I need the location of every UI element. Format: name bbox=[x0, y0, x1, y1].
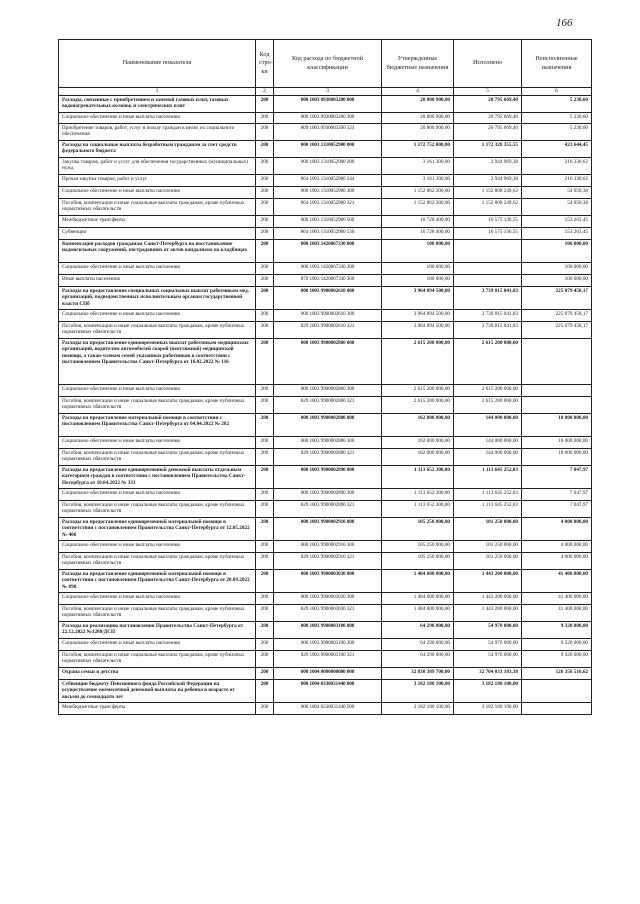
row-executed: 2 944 969,38 bbox=[454, 157, 522, 174]
row-executed bbox=[454, 239, 522, 262]
row-name: Социальное обеспечение и иные выплаты населению bbox=[59, 436, 256, 448]
table-row bbox=[59, 321, 592, 338]
row-unexecuted: 5 230,60 bbox=[522, 112, 592, 123]
row-name: Расходы на предоставление единовременной материальной помощи в соответствии с постановлением Правительства Санкт-Петербурга от 28.09.2022 № 898 bbox=[59, 569, 256, 592]
row-line-code: 200 bbox=[256, 274, 274, 286]
row-executed: 2 615 200 000,00 bbox=[454, 384, 522, 396]
row-budget-code: 000 1003 9900002880 000 bbox=[274, 413, 382, 436]
row-budget-code: 829 1003 9900002890 321 bbox=[274, 500, 382, 517]
row-budget-code: 000 1003 0930083200 000 bbox=[274, 95, 382, 112]
row-executed: 101 250 000,00 bbox=[454, 517, 522, 540]
row-name: Социальное обеспечение и иные выплаты населению bbox=[59, 309, 256, 321]
row-line-code: 200 bbox=[256, 95, 274, 112]
row-line-code: 200 bbox=[256, 650, 274, 667]
row-name: Расходы на предоставление специальных социальных выплат работникам мед. организаций, подведомственных исполнительным органам государственной власти СПб bbox=[59, 286, 256, 309]
table-row bbox=[59, 679, 592, 702]
row-name: Пособия, компенсации и иные социальные выплаты гражданам, кроме публичных нормативных обязательств bbox=[59, 650, 256, 667]
row-executed: 1 152 808 249,62 bbox=[454, 198, 522, 215]
row-line-code: 200 bbox=[256, 465, 274, 488]
table-row bbox=[59, 140, 592, 157]
row-name: Прочая закупка товаров, работ и услуг bbox=[59, 174, 256, 186]
row-unexecuted: 216 330,62 bbox=[522, 174, 592, 186]
row-line-code: 200 bbox=[256, 384, 274, 396]
table-row bbox=[59, 174, 592, 186]
row-name: Межбюджетные трансферты bbox=[59, 215, 256, 227]
row-budget-code: 829 1003 9900002610 321 bbox=[274, 321, 382, 338]
row-name: Расходы на социальные выплаты безработным гражданам за счет средств федерального бюджета bbox=[59, 140, 256, 157]
row-line-code: 200 bbox=[256, 198, 274, 215]
row-budget-code: 000 1003 9900002860 300 bbox=[274, 384, 382, 396]
row-budget-code: 000 1003 9900002880 300 bbox=[274, 436, 382, 448]
row-name: Приобретение товаров, работ, услуг в пользу граждан в целях их социального обеспечения bbox=[59, 123, 256, 140]
table-row bbox=[59, 604, 592, 621]
row-unexecuted: 9 320 000,00 bbox=[522, 621, 592, 638]
row-approved: 1 152 862 300,00 bbox=[382, 198, 454, 215]
row-name: Расходы на реализацию постановления Правительства Санкт-Петербурга от 22.12.2022 №1280/ДСП bbox=[59, 621, 256, 638]
row-line-code: 200 bbox=[256, 413, 274, 436]
row-budget-code: 000 1003 9900003100 000 bbox=[274, 621, 382, 638]
column-number: 3 bbox=[274, 88, 382, 96]
table-row bbox=[59, 592, 592, 604]
table-row bbox=[59, 621, 592, 638]
row-executed: 1 152 808 249,62 bbox=[454, 186, 522, 198]
row-line-code: 200 bbox=[256, 488, 274, 500]
row-name: Расходы на предоставление единовременной денежной выплаты отдельным категориям граждан в соответствии с постановлением Правительства Санкт-Петербурга от 18.04.2022 № 333 bbox=[59, 465, 256, 488]
table-row bbox=[59, 95, 592, 112]
header-approved: Утвержденные бюджетные назначения bbox=[382, 40, 454, 88]
row-name: Социальное обеспечение и иные выплаты населению bbox=[59, 592, 256, 604]
row-budget-code: 829 1003 9900002910 321 bbox=[274, 552, 382, 569]
row-budget-code: 864 1003 1310052900 530 bbox=[274, 227, 382, 239]
row-line-code: 200 bbox=[256, 123, 274, 140]
row-unexecuted: 54 050,38 bbox=[522, 186, 592, 198]
row-name: Пособия, компенсации и иные социальные выплаты гражданам, кроме публичных нормативных обязательств bbox=[59, 500, 256, 517]
row-line-code: 200 bbox=[256, 396, 274, 413]
row-approved: 1 113 652 300,00 bbox=[382, 465, 454, 488]
row-unexecuted: 18 000 000,00 bbox=[522, 448, 592, 465]
row-line-code: 200 bbox=[256, 309, 274, 321]
table-row bbox=[59, 157, 592, 174]
row-name: Субвенции бюджету Пенсионного фонда Российской Федерации на осуществление ежемесячной денежной выплаты на ребенка в возрасте от восьми до семнадцати лет bbox=[59, 679, 256, 702]
row-name: Расходы на предоставление единовременной материальной помощи в соответствии с постановлением Правительства Санкт-Петербурга от 12.05.2022 № 406 bbox=[59, 517, 256, 540]
row-budget-code: 000 1003 9900002910 000 bbox=[274, 517, 382, 540]
row-approved: 3 161 300,00 bbox=[382, 157, 454, 174]
row-name: Компенсация расходов гражданам Санкт-Петербурга на восстановление надмогильных сооружений, пострадавших от актов вандализма на кладбищах bbox=[59, 239, 256, 262]
row-approved: 20 800 900,00 bbox=[382, 123, 454, 140]
row-line-code: 200 bbox=[256, 436, 274, 448]
row-line-code: 200 bbox=[256, 517, 274, 540]
row-budget-code: 000 1004 0330031440 000 bbox=[274, 679, 382, 702]
row-unexecuted: 100 000,00 bbox=[522, 239, 592, 262]
table-row bbox=[59, 517, 592, 540]
row-executed: 54 970 000,00 bbox=[454, 650, 522, 667]
row-executed: 20 795 669,40 bbox=[454, 95, 522, 112]
column-number: 2 bbox=[256, 88, 274, 96]
row-budget-code: 000 1003 9900002890 300 bbox=[274, 488, 382, 500]
row-unexecuted: 7 047,97 bbox=[522, 488, 592, 500]
row-approved: 2 615 200 000,00 bbox=[382, 396, 454, 413]
row-approved: 3 964 894 500,00 bbox=[382, 286, 454, 309]
row-approved: 32 830 389 700,00 bbox=[382, 667, 454, 679]
row-unexecuted bbox=[522, 396, 592, 413]
row-approved: 3 964 894 500,00 bbox=[382, 321, 454, 338]
row-executed: 1 113 645 252,03 bbox=[454, 500, 522, 517]
row-executed bbox=[454, 274, 522, 286]
row-line-code: 200 bbox=[256, 667, 274, 679]
row-budget-code: 829 1003 9900002880 321 bbox=[274, 448, 382, 465]
row-name: Социальное обеспечение и иные выплаты населению bbox=[59, 540, 256, 552]
row-unexecuted: 100 000,00 bbox=[522, 274, 592, 286]
row-budget-code: 000 1004 0330031440 500 bbox=[274, 702, 382, 714]
table-row bbox=[59, 436, 592, 448]
row-approved: 162 000 000,00 bbox=[382, 413, 454, 436]
row-name: Пособия, компенсации и иные социальные выплаты гражданам, кроме публичных нормативных обязательств bbox=[59, 396, 256, 413]
row-executed: 1 443 200 000,00 bbox=[454, 604, 522, 621]
row-executed: 1 172 328 355,55 bbox=[454, 140, 522, 157]
row-approved: 3 161 300,00 bbox=[382, 174, 454, 186]
row-approved: 16 728 400,00 bbox=[382, 227, 454, 239]
row-name: Социальное обеспечение и иные выплаты населению bbox=[59, 112, 256, 123]
page-number: 166 bbox=[556, 17, 573, 29]
table-header-row bbox=[59, 40, 592, 88]
row-unexecuted: 5 230,60 bbox=[522, 123, 592, 140]
table-row bbox=[59, 396, 592, 413]
row-executed: 54 970 000,00 bbox=[454, 621, 522, 638]
table-row bbox=[59, 552, 592, 569]
header-line-code: Код стро-ки bbox=[256, 40, 274, 88]
row-budget-code: 000 1003 9900002860 000 bbox=[274, 338, 382, 384]
row-approved: 1 172 752 000,00 bbox=[382, 140, 454, 157]
row-unexecuted: 4 000 000,00 bbox=[522, 552, 592, 569]
row-name: Пособия, компенсации и иные социальные выплаты гражданам, кроме публичных нормативных обязательств bbox=[59, 448, 256, 465]
row-budget-code: 000 1003 9900002610 000 bbox=[274, 286, 382, 309]
row-executed: 1 443 200 000,00 bbox=[454, 592, 522, 604]
row-executed: 2 615 200 000,00 bbox=[454, 396, 522, 413]
row-line-code: 200 bbox=[256, 702, 274, 714]
row-unexecuted: 41 400 000,00 bbox=[522, 592, 592, 604]
row-approved: 105 250 000,00 bbox=[382, 552, 454, 569]
row-executed: 101 250 000,00 bbox=[454, 540, 522, 552]
table-row bbox=[59, 309, 592, 321]
row-unexecuted: 153 263,45 bbox=[522, 227, 592, 239]
row-approved: 20 800 900,00 bbox=[382, 112, 454, 123]
header-budget-code: Код расхода по бюджетной классификации bbox=[274, 40, 382, 88]
row-unexecuted: 225 079 458,17 bbox=[522, 321, 592, 338]
row-line-code: 200 bbox=[256, 592, 274, 604]
row-name: Расходы, связанные с приобретением и заменой газовых плит, газовых водонагревательных колонок и электрических плит bbox=[59, 95, 256, 112]
row-executed: 1 113 645 252,03 bbox=[454, 465, 522, 488]
table-row bbox=[59, 638, 592, 650]
row-budget-code: 000 1003 1420067330 300 bbox=[274, 262, 382, 274]
row-line-code: 200 bbox=[256, 112, 274, 123]
table-row bbox=[59, 650, 592, 667]
budget-execution-table bbox=[58, 39, 592, 715]
row-executed bbox=[454, 262, 522, 274]
row-unexecuted: 5 230,60 bbox=[522, 95, 592, 112]
row-unexecuted: 4 000 000,00 bbox=[522, 517, 592, 540]
row-approved: 1 113 652 300,00 bbox=[382, 488, 454, 500]
row-unexecuted: 7 047,97 bbox=[522, 465, 592, 488]
table-row bbox=[59, 384, 592, 396]
row-unexecuted: 126 356 516,62 bbox=[522, 667, 592, 679]
row-approved: 20 800 900,00 bbox=[382, 95, 454, 112]
table-row bbox=[59, 540, 592, 552]
row-line-code: 200 bbox=[256, 239, 274, 262]
row-budget-code: 870 1003 1420067330 360 bbox=[274, 274, 382, 286]
header-unexecuted: Неисполненные назначения bbox=[522, 40, 592, 88]
row-name: Межбюджетные трансферты bbox=[59, 702, 256, 714]
row-approved: 3 182 180 100,00 bbox=[382, 702, 454, 714]
row-line-code: 200 bbox=[256, 227, 274, 239]
row-line-code: 200 bbox=[256, 500, 274, 517]
row-unexecuted: 18 000 000,00 bbox=[522, 436, 592, 448]
row-executed: 3 739 815 041,83 bbox=[454, 309, 522, 321]
row-executed: 144 000 000,00 bbox=[454, 448, 522, 465]
row-budget-code: 864 1003 1310052900 321 bbox=[274, 198, 382, 215]
row-approved: 16 728 400,00 bbox=[382, 215, 454, 227]
table-row bbox=[59, 667, 592, 679]
row-name: Закупка товаров, работ и услуг для обеспечения государственных (муниципальных) нужд bbox=[59, 157, 256, 174]
row-budget-code: 864 1003 1310052900 244 bbox=[274, 174, 382, 186]
row-line-code: 200 bbox=[256, 638, 274, 650]
header-indicator-name: Наименование показателя bbox=[59, 40, 256, 88]
row-budget-code: 000 1003 9900002610 300 bbox=[274, 309, 382, 321]
row-executed: 16 575 136,55 bbox=[454, 227, 522, 239]
row-unexecuted: 9 320 000,00 bbox=[522, 650, 592, 667]
row-approved: 1 113 652 300,00 bbox=[382, 500, 454, 517]
table-row bbox=[59, 569, 592, 592]
row-approved: 2 615 200 000,00 bbox=[382, 338, 454, 384]
table-row bbox=[59, 274, 592, 286]
row-budget-code: 000 1003 9900002910 300 bbox=[274, 540, 382, 552]
table-row bbox=[59, 286, 592, 309]
column-number: 1 bbox=[59, 88, 256, 96]
row-name: Иные выплаты населению bbox=[59, 274, 256, 286]
table-body bbox=[59, 95, 592, 714]
row-executed: 101 250 000,00 bbox=[454, 552, 522, 569]
row-unexecuted: 54 050,38 bbox=[522, 198, 592, 215]
table-row bbox=[59, 500, 592, 517]
row-executed: 20 795 669,40 bbox=[454, 112, 522, 123]
row-approved: 100 000,00 bbox=[382, 239, 454, 262]
row-approved: 64 290 000,00 bbox=[382, 638, 454, 650]
row-unexecuted bbox=[522, 384, 592, 396]
row-unexecuted: 225 079 458,17 bbox=[522, 286, 592, 309]
row-line-code: 200 bbox=[256, 338, 274, 384]
row-line-code: 200 bbox=[256, 186, 274, 198]
row-line-code: 200 bbox=[256, 552, 274, 569]
row-line-code: 200 bbox=[256, 540, 274, 552]
row-budget-code: 000 1003 1310052900 300 bbox=[274, 186, 382, 198]
row-approved: 64 290 000,00 bbox=[382, 621, 454, 638]
row-executed: 54 970 000,00 bbox=[454, 638, 522, 650]
table-row bbox=[59, 488, 592, 500]
row-executed: 20 795 669,40 bbox=[454, 123, 522, 140]
table-row bbox=[59, 413, 592, 436]
row-executed: 3 739 815 041,83 bbox=[454, 286, 522, 309]
row-line-code: 200 bbox=[256, 262, 274, 274]
row-executed: 2 944 969,38 bbox=[454, 174, 522, 186]
row-budget-code: 000 1003 9900002890 000 bbox=[274, 465, 382, 488]
row-line-code: 200 bbox=[256, 174, 274, 186]
row-executed: 1 113 645 252,03 bbox=[454, 488, 522, 500]
table-row bbox=[59, 465, 592, 488]
row-unexecuted bbox=[522, 338, 592, 384]
row-line-code: 200 bbox=[256, 604, 274, 621]
row-budget-code: 000 1004 0000000000 000 bbox=[274, 667, 382, 679]
row-executed: 32 704 033 183,38 bbox=[454, 667, 522, 679]
row-line-code: 200 bbox=[256, 448, 274, 465]
column-number: 4 bbox=[382, 88, 454, 96]
row-budget-code: 829 1003 9900003030 321 bbox=[274, 604, 382, 621]
row-budget-code: 000 1003 9900003030 000 bbox=[274, 569, 382, 592]
row-line-code: 200 bbox=[256, 621, 274, 638]
row-name: Социальное обеспечение и иные выплаты населению bbox=[59, 488, 256, 500]
row-budget-code: 000 1003 0930083200 300 bbox=[274, 112, 382, 123]
row-executed: 3 739 815 041,83 bbox=[454, 321, 522, 338]
row-line-code: 200 bbox=[256, 569, 274, 592]
row-unexecuted: 41 400 000,00 bbox=[522, 569, 592, 592]
row-budget-code: 829 1003 9900002860 321 bbox=[274, 396, 382, 413]
row-unexecuted: 100 000,00 bbox=[522, 262, 592, 274]
row-budget-code: 000 1003 1310052900 500 bbox=[274, 215, 382, 227]
row-unexecuted bbox=[522, 679, 592, 702]
row-executed: 1 443 200 000,00 bbox=[454, 569, 522, 592]
column-number-row bbox=[59, 88, 592, 96]
row-unexecuted: 41 400 000,00 bbox=[522, 604, 592, 621]
row-budget-code: 000 1003 9900003100 300 bbox=[274, 638, 382, 650]
row-name: Охрана семьи и детства bbox=[59, 667, 256, 679]
row-name: Пособия, компенсации и иные социальные выплаты гражданам, кроме публичных нормативных обязательств bbox=[59, 552, 256, 569]
row-executed: 3 182 180 100,00 bbox=[454, 679, 522, 702]
row-executed: 3 182 180 100,00 bbox=[454, 702, 522, 714]
row-unexecuted bbox=[522, 702, 592, 714]
column-number: 6 bbox=[522, 88, 592, 96]
row-line-code: 200 bbox=[256, 679, 274, 702]
row-name: Пособия, компенсации и иные социальные выплаты гражданам, кроме публичных нормативных обязательств bbox=[59, 198, 256, 215]
table-row bbox=[59, 702, 592, 714]
row-approved: 64 290 000,00 bbox=[382, 650, 454, 667]
row-approved: 3 182 180 100,00 bbox=[382, 679, 454, 702]
row-line-code: 200 bbox=[256, 140, 274, 157]
row-unexecuted: 9 320 000,00 bbox=[522, 638, 592, 650]
row-unexecuted: 153 263,45 bbox=[522, 215, 592, 227]
row-approved: 2 615 200 000,00 bbox=[382, 384, 454, 396]
row-approved: 1 484 600 000,00 bbox=[382, 604, 454, 621]
row-name: Социальное обеспечение и иные выплаты населению bbox=[59, 262, 256, 274]
row-line-code: 200 bbox=[256, 286, 274, 309]
row-name: Расходы на предоставление единовременных выплат работникам медицинских организаций, водителям автомобилей скорой (неотложной) медицинской помощи, а также членам семей указанных работников в соответствии с постановлением Правительства Санкт-Петербурга от 16.02.2022 № 116 bbox=[59, 338, 256, 384]
row-unexecuted: 4 000 000,00 bbox=[522, 540, 592, 552]
row-approved: 3 964 894 500,00 bbox=[382, 309, 454, 321]
row-executed: 144 000 000,00 bbox=[454, 436, 522, 448]
table-row bbox=[59, 227, 592, 239]
row-name: Социальное обеспечение и иные выплаты населению bbox=[59, 638, 256, 650]
row-approved: 162 000 000,00 bbox=[382, 436, 454, 448]
row-name: Пособия, компенсации и иные социальные выплаты гражданам, кроме публичных нормативных обязательств bbox=[59, 604, 256, 621]
row-budget-code: 000 1003 1310052900 200 bbox=[274, 157, 382, 174]
row-approved: 162 000 000,00 bbox=[382, 448, 454, 465]
row-budget-code: 000 1003 1310052900 000 bbox=[274, 140, 382, 157]
row-unexecuted: 225 079 458,17 bbox=[522, 309, 592, 321]
row-executed: 16 575 136,55 bbox=[454, 215, 522, 227]
row-budget-code: 000 1003 1420067330 000 bbox=[274, 239, 382, 262]
header-executed: Исполнено bbox=[454, 40, 522, 88]
row-budget-code: 829 1003 9900003100 321 bbox=[274, 650, 382, 667]
table-row bbox=[59, 198, 592, 215]
table-row bbox=[59, 448, 592, 465]
row-unexecuted: 216 330,62 bbox=[522, 157, 592, 174]
row-name: Расходы на предоставление материальной помощи в соответствии с постановлением Правительства Санкт-Петербурга от 04.04.2022 № 282 bbox=[59, 413, 256, 436]
row-executed: 2 615 200 000,00 bbox=[454, 338, 522, 384]
table-row bbox=[59, 112, 592, 123]
row-name: Пособия, компенсации и иные социальные выплаты гражданам, кроме публичных нормативных обязательств bbox=[59, 321, 256, 338]
table-row bbox=[59, 215, 592, 227]
row-name: Социальное обеспечение и иные выплаты населению bbox=[59, 186, 256, 198]
row-approved: 1 484 600 000,00 bbox=[382, 569, 454, 592]
row-approved: 1 484 600 000,00 bbox=[382, 592, 454, 604]
row-approved: 100 000,00 bbox=[382, 274, 454, 286]
table-row bbox=[59, 338, 592, 384]
table-row bbox=[59, 262, 592, 274]
row-unexecuted: 423 644,45 bbox=[522, 140, 592, 157]
row-approved: 1 152 862 300,00 bbox=[382, 186, 454, 198]
row-approved: 105 250 000,00 bbox=[382, 540, 454, 552]
row-unexecuted: 18 000 000,00 bbox=[522, 413, 592, 436]
row-unexecuted: 7 047,97 bbox=[522, 500, 592, 517]
row-budget-code: 000 1003 9900003030 300 bbox=[274, 592, 382, 604]
row-line-code: 200 bbox=[256, 215, 274, 227]
column-number: 5 bbox=[454, 88, 522, 96]
row-line-code: 200 bbox=[256, 321, 274, 338]
row-name: Социальное обеспечение и иные выплаты населению bbox=[59, 384, 256, 396]
row-name: Субвенции bbox=[59, 227, 256, 239]
table-row bbox=[59, 239, 592, 262]
row-executed: 144 000 000,00 bbox=[454, 413, 522, 436]
row-approved: 105 250 000,00 bbox=[382, 517, 454, 540]
row-line-code: 200 bbox=[256, 157, 274, 174]
table-row bbox=[59, 186, 592, 198]
row-approved: 100 000,00 bbox=[382, 262, 454, 274]
row-budget-code: 809 1003 0930083200 323 bbox=[274, 123, 382, 140]
table-row bbox=[59, 123, 592, 140]
